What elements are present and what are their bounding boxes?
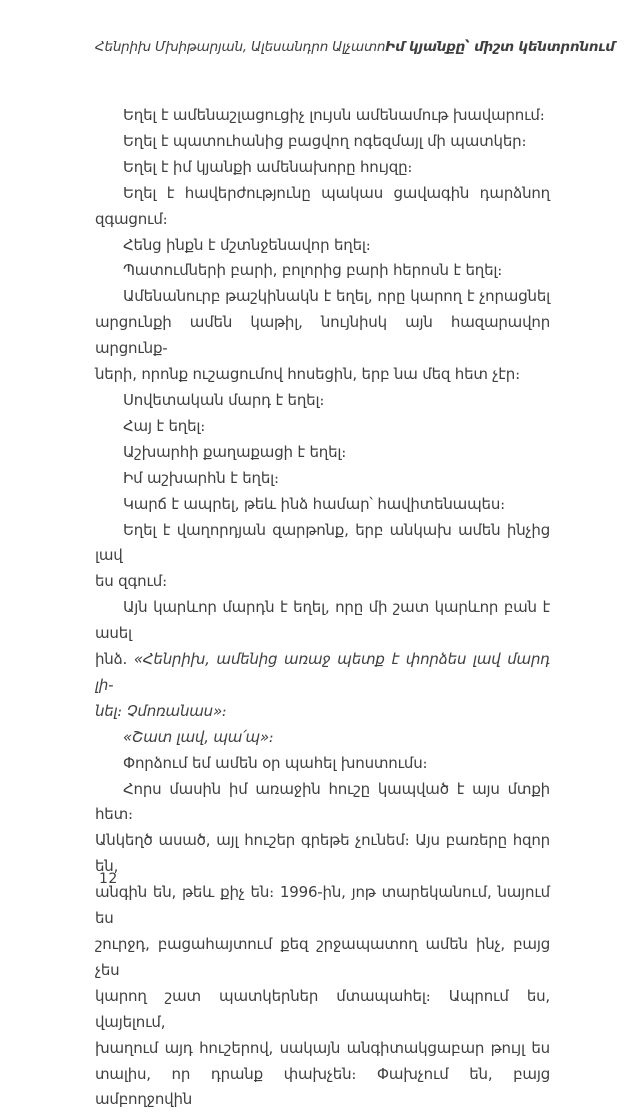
text-line: Անկեղծ ասած, այլ հուշեր գրեթե չունեմ։ Այս բառերը հզոր են, [95,831,550,876]
text-line: Եղել է վաղորդյան զարթոնք, երբ անկախ ամեն ինչից լավ [95,520,550,565]
text-line: Ամենանուրբ թաշկինակն է եղել, որը կարող է չորացնել [123,287,550,306]
text-line: Իմ աշխարհն է եղել։ [123,468,279,487]
paragraph [95,181,550,233]
text-line: Փորձում եմ ամեն օր պահել խոստումս։ [123,753,428,772]
text-line: Սովետական մարդ է եղել։ [123,390,325,409]
paragraph [95,492,550,518]
paragraph [95,440,550,466]
text-line: անգին են, թեև քիչ են։ 1996-ին, յոթ տարեկանում, նայում ես [95,883,550,928]
page-number: 12 [99,871,118,887]
text-line: Պատումների բարի, բոլորից բարի հերոսն է եղել։ [123,261,503,280]
paragraph [95,258,550,284]
text-line: Եղել է պատուհանից բացվող ոգեզմայլ մի պատկեր։ [123,131,527,150]
text-line: Կարճ է ապրել, թեև ինձ համար՝ հավիտենապես։ [123,494,505,513]
paragraph [95,388,550,414]
text-line: նել։ Չմոռանաս»։ [95,701,227,720]
text-line: Եղել է հավերժությունը պակաս ցավագին դարձնող զգացում։ [95,183,550,228]
text-line: տալիս, որ դրանք փախչեն։ Փախչում են, բայց ամբողջովին [95,1064,550,1109]
text-line: Եղել է ամենաշլացուցիչ լույսն ամենամութ խավարում։ [123,106,545,124]
paragraph [95,725,550,751]
text-line: Հորս մասին իմ առաջին հուշը կապված է այս մտքի հետ։ [95,779,550,824]
running-head [95,39,615,55]
text-line: Հենց ինքն է մշտնջենավոր եղել։ [123,235,371,254]
text-line: ես զգում։ [95,572,167,591]
text-line: «Շատ լավ, պա՛պ»։ [123,727,274,746]
paragraph [95,284,550,388]
paragraph [95,233,550,259]
text-line: Եղել է իմ կյանքի ամենախորը հույզը։ [123,157,413,176]
text-line: ինձ. «Հենրիխ, ամենից առաջ պետք է փորձես լավ մարդ լի- [95,650,551,694]
paragraph [95,777,550,1113]
paragraph [95,129,550,155]
text-line: խաղում այդ հուշերով, սակայն անգիտակցաբար թույլ ես [95,1038,550,1057]
text-line: Աշխարհի քաղաքացի է եղել։ [123,442,347,461]
paragraph [95,595,550,725]
paragraph [95,751,550,777]
text-line: Հայ է եղել։ [123,416,206,435]
text-block [95,103,550,1113]
text-line: շուրջդ, բացահայտում քեզ շրջապատող ամեն ինչ, բայց չես [95,935,550,979]
paragraph [95,414,550,440]
paragraph [95,518,550,596]
header-authors: Հենրիխ Մխիթարյան, Ալեսանդրո Ալչատո [95,39,386,55]
text-line: ների, որոնք ուշացումով հոսեցին, երբ նա մեզ հետ չէր։ [95,365,520,384]
paragraph [95,103,550,129]
paragraph [95,155,550,181]
text-line: արցունքի ամեն կաթիլ, նույնիսկ այն հազարավոր արցունք- [95,313,550,358]
header-book-title: Իմ կյանքը՝ միշտ կենտրոնում [385,39,615,55]
text-line: Այն կարևոր մարդն է եղել, որը մի շատ կարևոր բան է ասել [95,598,550,643]
text-line: կարող շատ պատկերներ մտապահել։ Ապրում ես, վայելում, [95,986,550,1031]
paragraph [95,466,550,492]
